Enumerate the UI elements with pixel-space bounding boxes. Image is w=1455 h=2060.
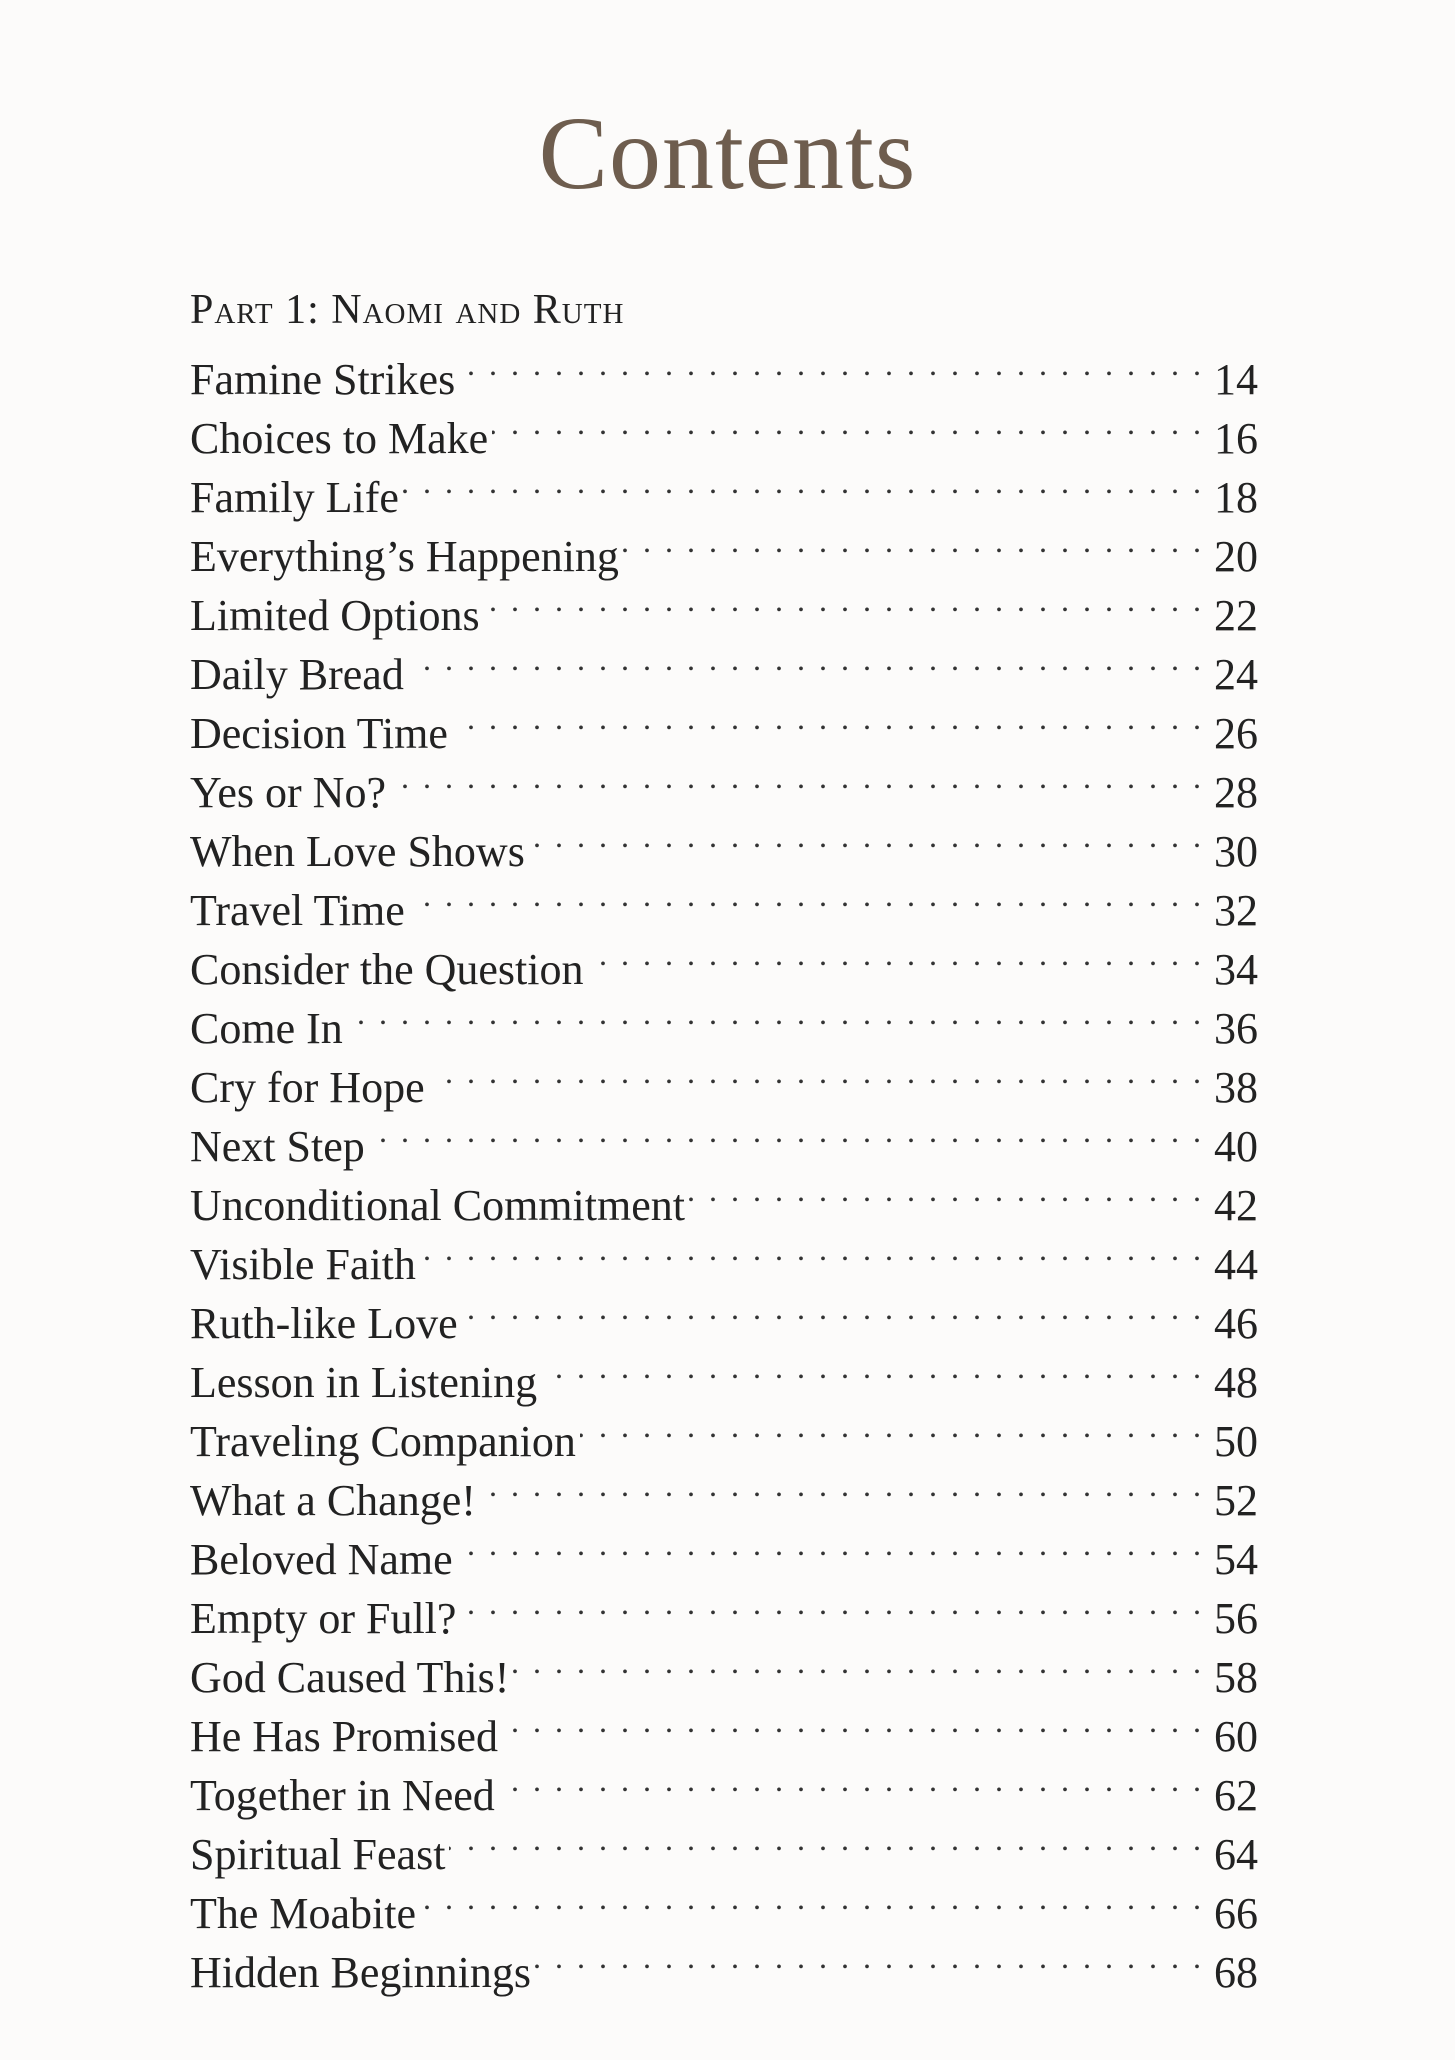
- dot-leader: [420, 1869, 1204, 1928]
- toc-entry-page-number: 66: [1214, 1889, 1258, 1938]
- dot-leader: [502, 1692, 1204, 1751]
- toc-entry[interactable]: [190, 1043, 1258, 1112]
- toc-entry-page-number: 54: [1214, 1535, 1258, 1584]
- dot-leader: [623, 512, 1204, 571]
- toc-entry-title: Consider the Question: [190, 945, 584, 994]
- dot-leader: [588, 925, 1204, 984]
- toc-entry-title: Decision Time: [190, 709, 448, 758]
- toc-entry-title: Come In: [190, 1004, 343, 1053]
- dot-leader: [459, 335, 1204, 394]
- toc-entry-title: God Caused This!: [190, 1653, 510, 1702]
- dot-leader: [689, 1161, 1204, 1220]
- toc-entry-page-number: 32: [1214, 886, 1258, 935]
- dot-leader: [513, 1633, 1204, 1692]
- toc-entry[interactable]: [190, 335, 1258, 404]
- dot-leader: [457, 1515, 1204, 1574]
- toc-entry-page-number: 24: [1214, 650, 1258, 699]
- toc-entry-title: Traveling Companion: [190, 1417, 576, 1466]
- toc-entry-title: Empty or Full?: [190, 1594, 457, 1643]
- toc-entry-page-number: 50: [1214, 1417, 1258, 1466]
- toc-entry-page-number: 46: [1214, 1299, 1258, 1348]
- dot-leader: [452, 689, 1204, 748]
- toc-entry-title: Ruth-like Love: [190, 1299, 458, 1348]
- dot-leader: [420, 1220, 1204, 1279]
- toc-entry-title: He Has Promised: [190, 1712, 498, 1761]
- toc-entry-page-number: 40: [1214, 1122, 1258, 1171]
- dot-leader: [529, 807, 1204, 866]
- toc-entry-title: Spiritual Feast: [190, 1830, 446, 1879]
- dot-leader: [541, 1338, 1204, 1397]
- dot-leader: [460, 1574, 1204, 1633]
- toc-entry-page-number: 42: [1214, 1181, 1258, 1230]
- table-of-contents: [190, 285, 1258, 1997]
- toc-entry-title: Unconditional Commitment: [190, 1181, 685, 1230]
- toc-entry-page-number: 22: [1214, 591, 1258, 640]
- toc-entry-page-number: 62: [1214, 1771, 1258, 1820]
- toc-entry-title: Lesson in Listening: [190, 1358, 538, 1407]
- page-title: Contents: [538, 96, 917, 211]
- dot-leader: [484, 571, 1204, 630]
- toc-entry-page-number: 68: [1214, 1948, 1258, 1997]
- toc-entry-title: Next Step: [190, 1122, 365, 1171]
- toc-entry-page-number: 58: [1214, 1653, 1258, 1702]
- dot-leader: [369, 1102, 1204, 1161]
- toc-entry-title: Choices to Make: [190, 414, 489, 463]
- toc-entry-title: Together in Need: [190, 1771, 495, 1820]
- toc-entry-page-number: 60: [1214, 1712, 1258, 1761]
- toc-entry-page-number: 64: [1214, 1830, 1258, 1879]
- dot-leader: [449, 1810, 1204, 1869]
- toc-entry-title: Travel Time: [190, 886, 405, 935]
- toc-entry-title: Family Life: [190, 473, 399, 522]
- toc-entry[interactable]: [190, 984, 1258, 1053]
- dot-leader: [492, 394, 1204, 453]
- toc-entry-title: When Love Shows: [190, 827, 525, 876]
- toc-entry-page-number: 28: [1214, 768, 1258, 817]
- toc-entry-page-number: 18: [1214, 473, 1258, 522]
- toc-entry-page-number: 14: [1214, 355, 1258, 404]
- dot-leader: [390, 748, 1204, 807]
- dot-leader: [480, 1456, 1204, 1515]
- dot-leader: [499, 1751, 1204, 1810]
- toc-entry-page-number: 20: [1214, 532, 1258, 581]
- toc-entry-title: The Moabite: [190, 1889, 417, 1938]
- toc-entry-title: What a Change!: [190, 1476, 476, 1525]
- toc-entry-list: [190, 335, 1258, 1997]
- dot-leader: [409, 866, 1204, 925]
- dot-leader: [347, 984, 1204, 1043]
- dot-leader: [403, 453, 1204, 512]
- toc-entry-title: Cry for Hope: [190, 1063, 425, 1112]
- toc-entry-page-number: 26: [1214, 709, 1258, 758]
- toc-entry-page-number: 36: [1214, 1004, 1258, 1053]
- toc-entry-page-number: 56: [1214, 1594, 1258, 1643]
- dot-leader: [429, 1043, 1204, 1102]
- toc-entry-page-number: 52: [1214, 1476, 1258, 1525]
- part-heading: Part 1: Naomi and Ruth: [190, 287, 625, 333]
- toc-entry-page-number: 30: [1214, 827, 1258, 876]
- toc-entry-page-number: 44: [1214, 1240, 1258, 1289]
- toc-entry-title: Daily Bread: [190, 650, 404, 699]
- toc-entry-page-number: 34: [1214, 945, 1258, 994]
- dot-leader: [462, 1279, 1204, 1338]
- dot-leader: [535, 1928, 1204, 1987]
- toc-entry-page-number: 48: [1214, 1358, 1258, 1407]
- toc-entry-title: Visible Faith: [190, 1240, 416, 1289]
- toc-entry-title: Limited Options: [190, 591, 480, 640]
- toc-entry-page-number: 38: [1214, 1063, 1258, 1112]
- toc-entry-title: Yes or No?: [190, 768, 386, 817]
- toc-entry-title: Famine Strikes: [190, 355, 456, 404]
- dot-leader: [408, 630, 1204, 689]
- toc-entry-title: Everything’s Happening: [190, 532, 619, 581]
- toc-entry-title: Hidden Beginnings: [190, 1948, 531, 1997]
- toc-entry-page-number: 16: [1214, 414, 1258, 463]
- dot-leader: [580, 1397, 1204, 1456]
- toc-entry-title: Beloved Name: [190, 1535, 453, 1584]
